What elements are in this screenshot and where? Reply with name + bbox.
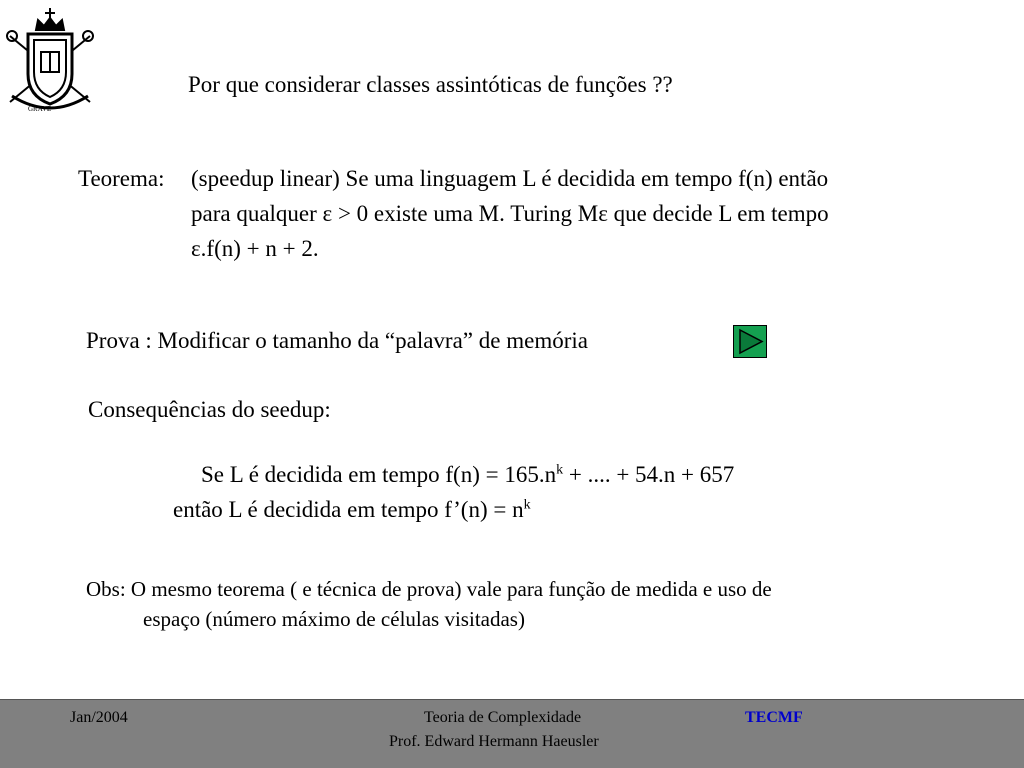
footer-brand: TECMF (745, 709, 803, 726)
slide-title: Por que considerar classes assintóticas de funções ?? (188, 72, 673, 97)
if-statement (201, 462, 734, 488)
theorem-line-2: para qualquer ε > 0 existe uma M. Turing Mε que decide L em tempo (191, 201, 829, 226)
theorem-line-1: (speedup linear) Se uma linguagem L é decidida em tempo f(n) então (191, 166, 829, 191)
if-statement-text: Se L é decidida em tempo f(n) = 165.n (201, 462, 557, 487)
then-statement-text: então L é decidida em tempo f’(n) = n (173, 497, 524, 522)
play-triangle-icon (734, 326, 766, 357)
exponent-k: k (556, 462, 564, 478)
observation-line-1: Obs: O mesmo teorema ( e técnica de prova) vale para função de medida e uso de (86, 577, 772, 601)
consequences-heading: Consequências do seedup: (88, 397, 331, 422)
if-statement-tail: + .... + 54.n + 657 (563, 462, 735, 487)
slide-footer (0, 699, 1024, 768)
proof-text: Prova : Modificar o tamanho da “palavra” de memória (86, 328, 588, 353)
footer-professor: Prof. Edward Hermann Haeusler (389, 733, 599, 750)
theorem-label: Teorema: (78, 166, 165, 191)
footer-course: Teoria de Complexidade (424, 709, 582, 726)
svg-text:GRAVE: GRAVE (28, 105, 52, 113)
observation-line-2: espaço (número máximo de células visitadas) (143, 607, 525, 631)
theorem-line-3: ε.f(n) + n + 2. (191, 236, 319, 261)
university-crest-icon (4, 4, 96, 118)
play-button[interactable] (733, 325, 767, 358)
footer-date: Jan/2004 (70, 709, 128, 726)
then-statement (173, 497, 531, 523)
exponent-k-2: k (523, 497, 531, 513)
